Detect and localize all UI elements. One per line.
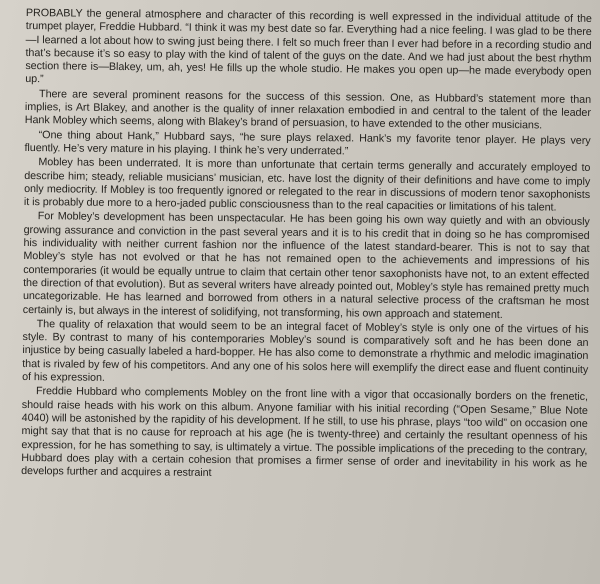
lead-word: PROBABLY [25,7,83,20]
liner-notes-text [21,7,592,484]
paragraph-1-text: the general atmosphere and character of this recording is well expressed in the individual attitude of the trumpet player, Freddie Hubbard. “I think it was my best date so far. Everything had a nice feeling. I was glad to be there—I learned a lot about how to swing just being there. I felt so much freer than I ever had before in a recording studio and that’s because it’s so easy to play with the kind of talent of the guys on the date. And we had just about the best rhythm section there is—Blakey, um, ah, yes! He fills up the whole studio. He makes you open up—he made everybody open up.” [25,7,592,86]
paragraph-1 [25,7,592,93]
paragraph-3: “One thing about Hank,” Hubbard says, “he sure plays relaxed. Hank’s my favorite tenor player. He plays very fluently. He’s very mature in his playing. I think he’s very underrated.” [24,128,591,158]
paragraph-7: Freddie Hubbard who complements Mobley on the front line with a vigor that occasionally borders on the frenetic, should raise heads with his work on this album. Anyone familiar with his initial recording (“Open Sesame,” Blue Note 4040) will be astonished by the rapidity of his development. If he still, to use his phrase, plays “too wild” on occasion one might say that that is no cause for reproach at his age (he is twenty-three) and certainly the resultant openness of his expression, for he has something to say, is ultimately a virtue. The possible implications of the preceding to the contrary, Hubbard does play with a certain cohesion that promises a firmer sense of order and inevitability in his work as he develops further and acquires a restraint [21,385,589,480]
paragraph-4: Mobley has been underrated. It is more than unfortunate that certain terms generally and accurately employed to describe him; steady, reliable musicians’ musician, etc. have lost the dignity of their definitions and have come to imply only mediocrity. If Mobley is too frequently ignored or relegated to the rear in discussions of modern tenor saxophonists it is probably due more to a hero-jaded public consciousness than to the real capacities or limitations of his talent. [23,156,591,214]
paragraph-5: For Mobley’s development has been unspectacular. He has been going his own way quietly and with an obviously growing assurance and conviction in the past several years and it is to his credit that in doing so he has compromised his individuality with neither current fashion nor the influence of the latest standard-bearer. This is not to say that Mobley’s style has not evolved or that he has not remained open to the achievements and impressions of his contemporaries (it would be equally untrue to claim that certain other tenor saxophonists have not, to an extent effected the direction of that evolution). But as several writers have already pointed out, Mobley’s style has remained pretty much uncategorizable. He has learned and borrowed from others in a natural selective process of the craftsman he most certainly is, but always in the interest of solidifying, not transforming, his own approach and statement. [22,210,590,321]
paragraph-6: The quality of relaxation that would seem to be an integral facet of Mobley’s style is only one of the virtues of his style. By contrast to many of his contemporaries Mobley’s sound is comparatively soft and he has been done an injustice by being casually labeled a hard-bopper. He has also come to demonstrate a rhythmic and melodic imagination that is rivaled by few of his competitors. And any one of his solos here will exemplify the direct ease and fluent continuity of his expression. [22,317,589,384]
paragraph-2: There are several prominent reasons for the success of this session. One, as Hubbard’s statement more than implies, is Art Blakey, and another is the quality of inner relaxation embodied in and central to the talent of the leader Hank Mobley which seems, along with Blakey’s brand of persuasion, to have extended to the other musicians. [24,87,592,132]
